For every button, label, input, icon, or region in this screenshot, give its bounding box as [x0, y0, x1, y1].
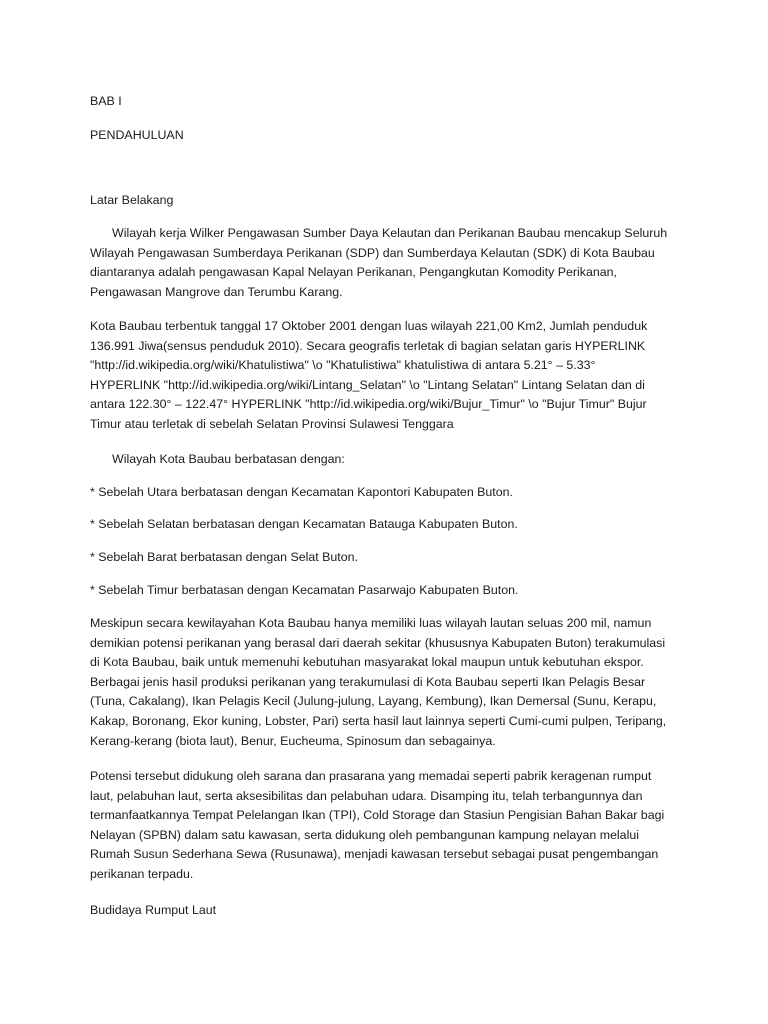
paragraph-line: Meskipun secara kewilayahan Kota Baubau hanya memiliki luas wilayah lautan seluas 200 mil, namun [90, 616, 652, 630]
paragraph-line: Kakap, Boronang, Ekor kuning, Lobster, Pari) serta hasil laut lainnya seperti Cumi-cumi pulpen, Teripang, [90, 713, 667, 728]
paragraph-line: antara 122.30° – 122.47° HYPERLINK "http://id.wikipedia.org/wiki/Bujur_Timur" \o "Bujur Timur" Bujur [90, 397, 647, 412]
paragraph-line: Wilayah kerja Wilker Pengawasan Sumber Daya Kelautan dan Perikanan Baubau mencakup Seluruh [112, 226, 668, 240]
boundary-item-east [90, 581, 690, 601]
paragraph-line: Kota Baubau terbentuk tanggal 17 Oktober 2001 dengan luas wilayah 221,00 Km2, Jumlah penduduk [90, 319, 648, 333]
subsection-heading [90, 901, 690, 921]
paragraph-line: perikanan terpadu. [90, 866, 194, 881]
paragraph-line: Berbagai jenis hasil produksi perikanan yang terakumulasi di Kota Baubau seperti Ikan Pelagis Besar [90, 674, 646, 689]
list-item: * Sebelah Utara berbatasan dengan Kecamatan Kapontori Kabupaten Buton. [90, 485, 513, 499]
boundary-item-north [90, 483, 690, 503]
paragraph-line: Kerang-kerang (biota laut), Benur, Eucheuma, Spinosum dan sebagainya. [90, 733, 496, 748]
paragraph-1 [90, 224, 690, 302]
paragraph-line: laut, pelabuhan laut, serta aksesibilitas dan pelabuhan udara. Disamping itu, telah terbangunnya dan [90, 788, 643, 803]
paragraph-line: Nelayan (SPBN) dalam satu kawasan, serta didukung oleh pembangunan kampung nelayan melalui [90, 827, 639, 842]
paragraph-line: Potensi tersebut didukung oleh sarana dan prasarana yang memadai seperti pabrik keragenan rumput [90, 769, 652, 783]
paragraph-line: Wilayah Pengawasan Sumberdaya Perikanan (SDP) dan Sumberdaya Kelautan (SDK) di Kota Baubau [90, 245, 655, 260]
paragraph-line: demikian potensi perikanan yang berasal dari daerah sekitar (khususnya Kabupaten Buton) terakumulasi [90, 635, 666, 650]
section-heading [90, 191, 690, 211]
paragraph-line: termanfaatkannya Tempat Pelelangan Ikan (TPI), Cold Storage dan Stasiun Pengisian Bahan Bakar bagi [90, 808, 665, 823]
chapter-title-text: PENDAHULUAN [90, 128, 184, 142]
paragraph-line: (Tuna, Cakalang), Ikan Pelagis Kecil (Julung-julung, Layang, Kembung), Ikan Demersal (Sunu, Kerapu, [90, 694, 657, 709]
paragraph-4 [90, 767, 690, 885]
paragraph-line: Pengawasan Mangrove dan Terumbu Karang. [90, 284, 343, 299]
paragraph-2 [90, 317, 690, 435]
paragraph-line: "http://id.wikipedia.org/wiki/Khatulistiwa" \o "Khatulistiwa" khatulistiwa di antara 5.21° – 5.33° [90, 358, 596, 373]
subsection-heading-text: Budidaya Rumput Laut [90, 903, 217, 917]
list-item: * Sebelah Selatan berbatasan dengan Kecamatan Batauga Kabupaten Buton. [90, 517, 518, 531]
section-heading-text: Latar Belakang [90, 193, 174, 207]
boundary-item-west [90, 548, 690, 568]
chapter-number [90, 92, 690, 112]
boundary-intro-text: Wilayah Kota Baubau berbatasan dengan: [112, 452, 345, 466]
paragraph-line: di Kota Baubau, baik untuk memenuhi kebutuhan masyarakat lokal maupun untuk kebutuhan ekspor. [90, 655, 644, 670]
paragraph-line: HYPERLINK "http://id.wikipedia.org/wiki/Lintang_Selatan" \o "Lintang Selatan" Lintang Selatan dan di [90, 377, 645, 392]
paragraph-line: Timur atau terletak di sebelah Selatan Provinsi Sulawesi Tenggara [90, 416, 454, 431]
boundary-intro [90, 450, 690, 470]
chapter-title [90, 126, 690, 146]
list-item: * Sebelah Barat berbatasan dengan Selat Buton. [90, 550, 358, 564]
boundary-item-south [90, 515, 690, 535]
paragraph-line: Rumah Susun Sederhana Sewa (Rusunawa), menjadi kawasan tersebut sebagai pusat pengembangan [90, 847, 659, 862]
paragraph-line: 136.991 Jiwa(sensus penduduk 2010). Secara geografis terletak di bagian selatan garis HYPERLINK [90, 338, 646, 353]
paragraph-3 [90, 614, 690, 751]
list-item: * Sebelah Timur berbatasan dengan Kecamatan Pasarwajo Kabupaten Buton. [90, 583, 519, 597]
chapter-number-text: BAB I [90, 94, 122, 108]
paragraph-line: diantaranya adalah pengawasan Kapal Nelayan Perikanan, Pengangkutan Komodity Perikanan, [90, 265, 617, 280]
